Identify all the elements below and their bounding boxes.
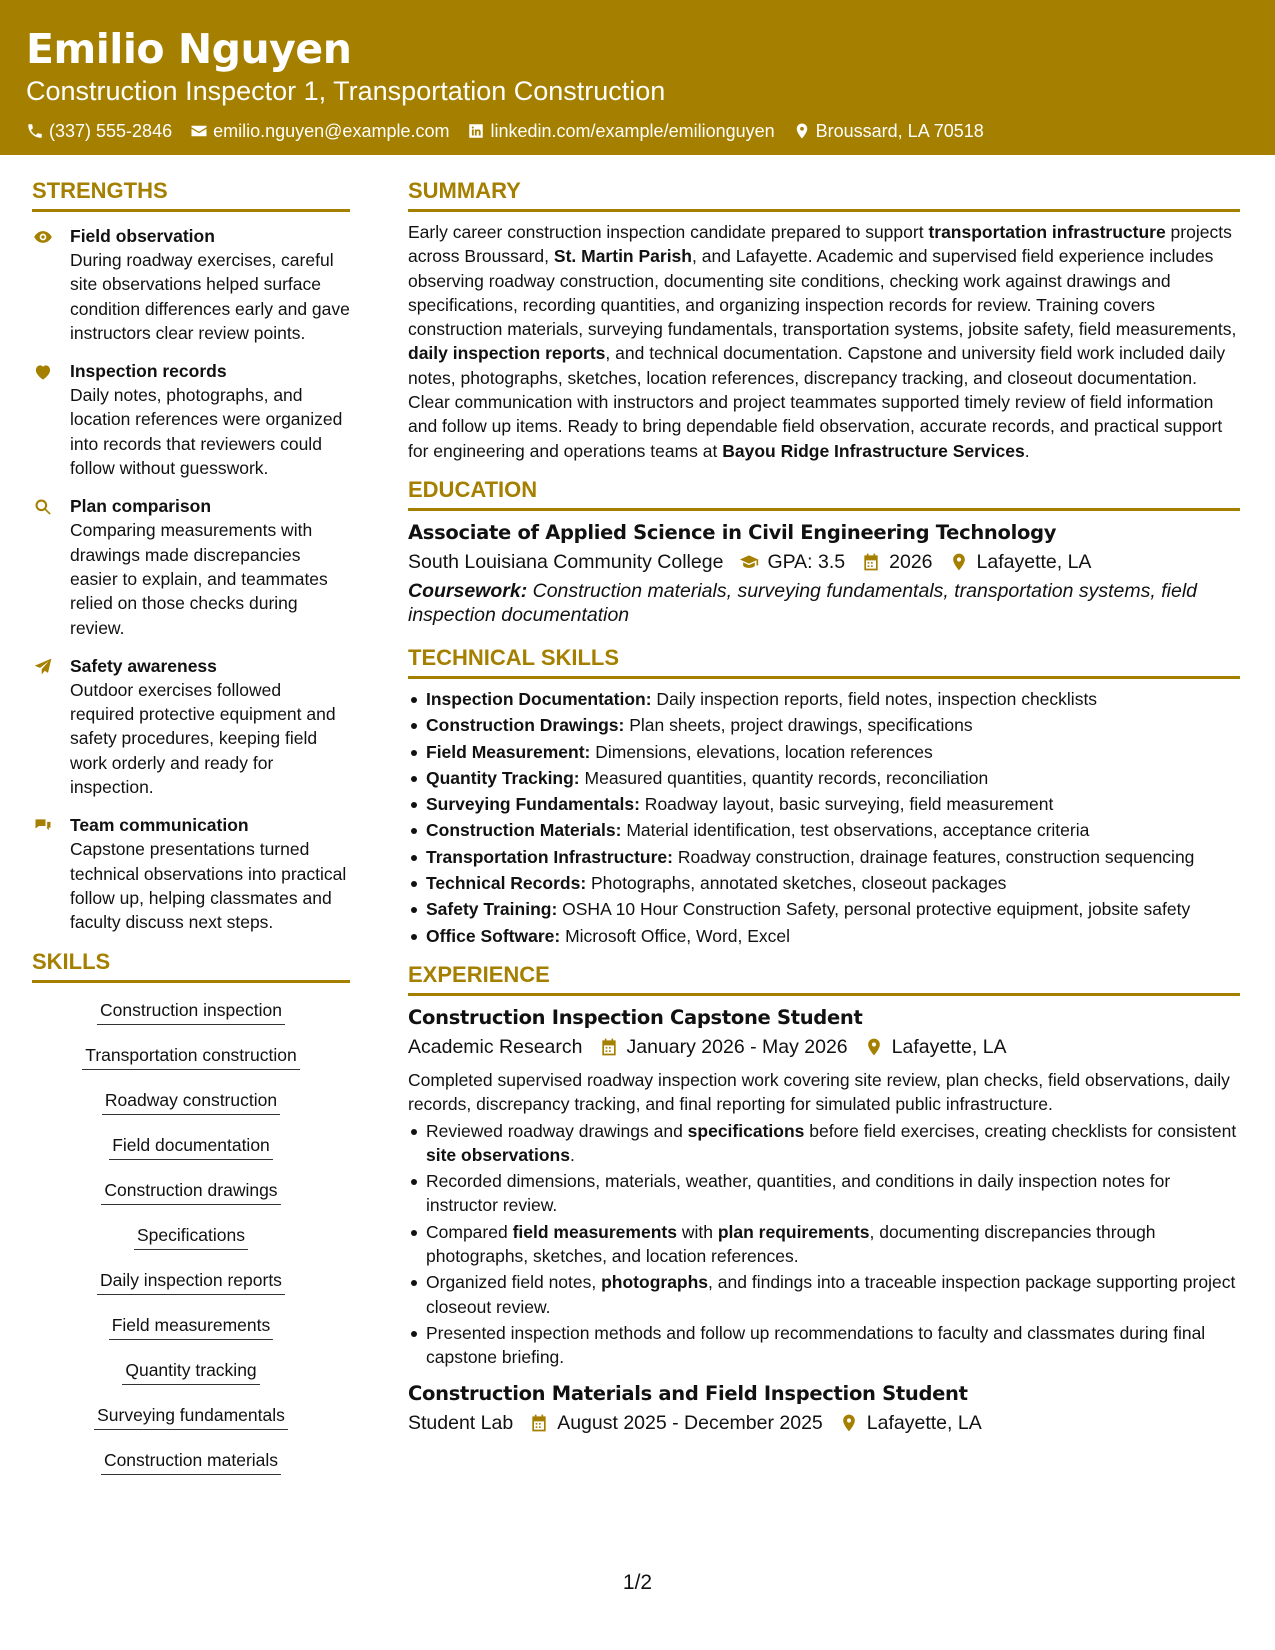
experience-entry — [408, 1380, 1240, 1438]
strength-item — [32, 494, 350, 639]
linkedin-text: linkedin.com/example/emilionguyen — [490, 121, 775, 141]
skill-tag: Daily inspection reports — [97, 1269, 285, 1295]
candidate-headline: Construction Inspector 1, Transportation Construction — [26, 76, 666, 106]
contact-location — [793, 119, 984, 143]
contact-email[interactable] — [190, 119, 449, 143]
technical-skill-item — [408, 687, 1240, 711]
strength-title: Plan comparison — [70, 496, 212, 517]
job-dates: January 2026 - May 2026 — [626, 1035, 848, 1058]
text-run: Reviewed roadway drawings and — [426, 1120, 688, 1141]
search-icon — [32, 497, 54, 517]
skills-list — [32, 991, 350, 1494]
candidate-name: Emilio Nguyen — [26, 25, 352, 73]
strengths-list — [32, 220, 350, 935]
summary-text — [408, 220, 1240, 463]
left-column — [32, 178, 350, 1494]
job-location: Lafayette, LA — [891, 1035, 1007, 1058]
bold-phrase: daily inspection reports — [408, 343, 606, 364]
calendar-icon — [529, 1413, 549, 1433]
linkedin-icon — [467, 122, 485, 140]
text-run: projects across Broussard, — [408, 222, 1232, 267]
technical-skill-value: Dimensions, elevations, location references — [590, 741, 933, 762]
technical-skill-item — [408, 713, 1240, 737]
bold-phrase: transportation infrastructure — [928, 222, 1166, 242]
page-number: 1/2 — [622, 1571, 653, 1594]
job-bullets — [408, 1119, 1240, 1370]
technical-skill-label: Safety Training: — [426, 899, 558, 920]
job-bullet — [408, 1220, 1240, 1269]
strength-item — [32, 224, 350, 345]
school-name: South Louisiana Community College — [408, 550, 724, 573]
skill-tag: Construction materials — [101, 1449, 281, 1475]
bold-phrase: field measurements — [512, 1221, 677, 1242]
eye-icon — [32, 227, 54, 247]
heart-icon — [32, 362, 54, 382]
technical-skill-value: Roadway layout, basic surveying, field measurement — [639, 794, 1054, 815]
text-run: . — [1024, 440, 1030, 461]
text-run: , and findings into a traceable inspection package supporting project closeout review. — [426, 1272, 1236, 1317]
skill-tag: Field documentation — [109, 1134, 273, 1160]
location-text: Broussard, LA 70518 — [815, 121, 984, 141]
technical-skill-item — [408, 924, 1240, 948]
strength-desc: Daily notes, photographs, and location references were organized into records that reviewers could follow without guesswork. — [70, 385, 343, 479]
strength-desc: Outdoor exercises followed required protective equipment and safety procedures, keeping field work orderly and ready for inspection. — [70, 679, 336, 798]
skill-tag: Roadway construction — [102, 1089, 280, 1115]
technical-skill-value: Roadway construction, drainage features, construction sequencing — [672, 846, 1195, 867]
experience-heading: EXPERIENCE — [408, 962, 1240, 996]
technical-skill-item — [408, 845, 1240, 869]
coursework-text: Construction materials, surveying fundamentals, transportation systems, field inspection documentation — [408, 579, 1198, 626]
job-title: Construction Materials and Field Inspection Student — [408, 1381, 968, 1405]
location-pin-icon — [864, 1037, 884, 1057]
education-heading: EDUCATION — [408, 477, 1240, 511]
strength-item — [32, 654, 350, 799]
technical-skills-heading: TECHNICAL SKILLS — [408, 645, 1240, 679]
job-org: Academic Research — [408, 1035, 583, 1058]
job-bullet — [408, 1119, 1240, 1168]
summary-heading: SUMMARY — [408, 178, 1240, 212]
job-org: Student Lab — [408, 1411, 514, 1434]
technical-skill-value: Photographs, annotated sketches, closeout packages — [586, 873, 1007, 894]
technical-skill-label: Inspection Documentation: — [426, 688, 652, 709]
envelope-icon — [190, 122, 208, 140]
skill-tag: Quantity tracking — [122, 1359, 259, 1385]
technical-skill-label: Quantity Tracking: — [426, 767, 580, 788]
strengths-heading: STRENGTHS — [32, 178, 350, 212]
chat-bubbles-icon — [32, 816, 54, 836]
text-run: , documenting discrepancies through photographs, sketches, and location references. — [426, 1221, 1156, 1267]
technical-skill-value: Plan sheets, project drawings, specifications — [624, 715, 973, 736]
technical-skill-item — [408, 792, 1240, 816]
skill-tag: Construction drawings — [101, 1179, 280, 1205]
job-description: Completed supervised roadway inspection work covering site review, plan checks, field observations, daily records, discrepancy tracking, and final reporting for simulated public infrastructure. — [408, 1069, 1230, 1115]
bold-phrase: photographs — [601, 1272, 709, 1293]
right-column — [408, 178, 1240, 1438]
bold-phrase: St. Martin Parish — [553, 246, 692, 267]
email-text: emilio.nguyen@example.com — [213, 121, 450, 141]
paper-plane-icon — [32, 657, 54, 677]
bold-phrase: Bayou Ridge Infrastructure Services — [722, 440, 1025, 461]
skill-tag: Field measurements — [109, 1314, 274, 1340]
technical-skill-item — [408, 740, 1240, 764]
strength-title: Team communication — [70, 815, 249, 836]
graduation-year: 2026 — [889, 550, 933, 573]
technical-skill-label: Surveying Fundamentals: — [426, 794, 640, 815]
technical-skill-value: Material identification, test observations, acceptance criteria — [621, 820, 1090, 841]
text-run: before field exercises, creating checklists for consistent — [804, 1120, 1237, 1141]
bold-phrase: plan requirements — [717, 1221, 870, 1242]
contact-phone[interactable] — [26, 119, 172, 143]
text-run: , and Lafayette. Academic and supervised field experience includes observing roadway construction, documenting site conditions, checking work against drawings and specifications, recording quantities, and organizing inspection records for review. Training covers construction materials, surveying fundamentals, transportation systems, jobsite safety, field measurements, — [408, 246, 1237, 340]
school-location: Lafayette, LA — [976, 550, 1092, 573]
education-meta — [408, 547, 1240, 577]
technical-skill-item — [408, 818, 1240, 842]
location-pin-icon — [793, 122, 811, 140]
technical-skill-label: Field Measurement: — [426, 741, 591, 762]
coursework — [408, 579, 1240, 627]
job-location: Lafayette, LA — [866, 1411, 982, 1434]
text-run: Early career construction inspection candidate prepared to support — [408, 222, 929, 242]
strength-item — [32, 359, 350, 480]
skill-tag: Transportation construction — [82, 1044, 299, 1070]
technical-skill-label: Construction Drawings: — [426, 715, 625, 736]
technical-skill-value: Microsoft Office, Word, Excel — [560, 925, 791, 946]
job-bullet — [408, 1270, 1240, 1319]
location-pin-icon — [949, 552, 969, 572]
job-meta — [408, 1032, 1240, 1062]
text-run: Compared — [426, 1221, 513, 1242]
bold-phrase: site observations — [426, 1144, 570, 1165]
strength-title: Field observation — [70, 226, 215, 246]
text-run: . — [569, 1144, 575, 1165]
experience-list — [408, 1004, 1240, 1438]
skills-heading: SKILLS — [32, 949, 350, 983]
strength-desc: Capstone presentations turned technical observations into practical follow up, helping classmates and faculty discuss next steps. — [70, 839, 347, 933]
skill-tag: Construction inspection — [97, 999, 285, 1025]
strength-desc: During roadway exercises, careful site observations helped surface condition differences early and gave instructors clear review points. — [70, 250, 350, 343]
technical-skill-label: Construction Materials: — [426, 820, 622, 841]
text-run: Organized field notes, — [426, 1272, 602, 1293]
text-run: Presented inspection methods and follow up recommendations to faculty and classmates during final capstone briefing. — [426, 1322, 1206, 1368]
strength-title: Inspection records — [70, 361, 227, 382]
technical-skill-value: Daily inspection reports, field notes, inspection checklists — [651, 688, 1098, 709]
job-bullet — [408, 1169, 1240, 1218]
skill-tag: Specifications — [134, 1224, 248, 1250]
bold-phrase: specifications — [687, 1120, 805, 1141]
gpa-text: GPA: 3.5 — [767, 550, 846, 573]
job-bullet — [408, 1321, 1240, 1370]
job-meta — [408, 1408, 1240, 1438]
location-pin-icon — [839, 1413, 859, 1433]
skill-tag: Surveying fundamentals — [94, 1404, 288, 1430]
job-title: Construction Inspection Capstone Student — [408, 1005, 863, 1029]
text-run: , and technical documentation. Capstone and university field work included daily notes, photographs, sketches, location references, discrepancy tracking, and closeout documentation. Clear communication with instructors and project teammates supported timely review of field information and follow up items. Ready to bring dependable field observation, accurate records, and practical support for engineering and operations teams at — [408, 343, 1226, 461]
technical-skill-label: Transportation Infrastructure: — [426, 846, 673, 867]
technical-skill-label: Technical Records: — [426, 873, 587, 894]
phone-icon — [26, 122, 44, 140]
job-dates: August 2025 - December 2025 — [557, 1411, 823, 1434]
strength-title: Safety awareness — [70, 655, 217, 676]
technical-skill-value: OSHA 10 Hour Construction Safety, personal protective equipment, jobsite safety — [557, 899, 1191, 920]
text-run: Recorded dimensions, materials, weather, quantities, and conditions in daily inspection notes for instructor review. — [426, 1171, 1171, 1216]
technical-skill-item — [408, 871, 1240, 895]
contact-linkedin[interactable] — [467, 119, 774, 143]
resume-header — [0, 0, 1275, 155]
technical-skills-list — [408, 687, 1240, 948]
text-run: with — [676, 1221, 718, 1242]
calendar-icon — [599, 1037, 619, 1057]
strength-desc: Comparing measurements with drawings made discrepancies easier to explain, and teammates relied on those checks during review. — [70, 520, 328, 638]
contact-bar — [26, 119, 1275, 143]
strength-item — [32, 813, 350, 934]
technical-skill-value: Measured quantities, quantity records, reconciliation — [579, 767, 989, 788]
experience-entry — [408, 1004, 1240, 1370]
technical-skill-item — [408, 766, 1240, 790]
graduation-cap-icon — [739, 552, 759, 572]
technical-skill-label: Office Software: — [426, 925, 561, 946]
coursework-label: Coursework: — [408, 579, 528, 602]
calendar-icon — [861, 552, 881, 572]
phone-text: (337) 555-2846 — [49, 121, 173, 141]
technical-skill-item — [408, 897, 1240, 921]
degree-title: Associate of Applied Science in Civil Engineering Technology — [408, 520, 1057, 544]
